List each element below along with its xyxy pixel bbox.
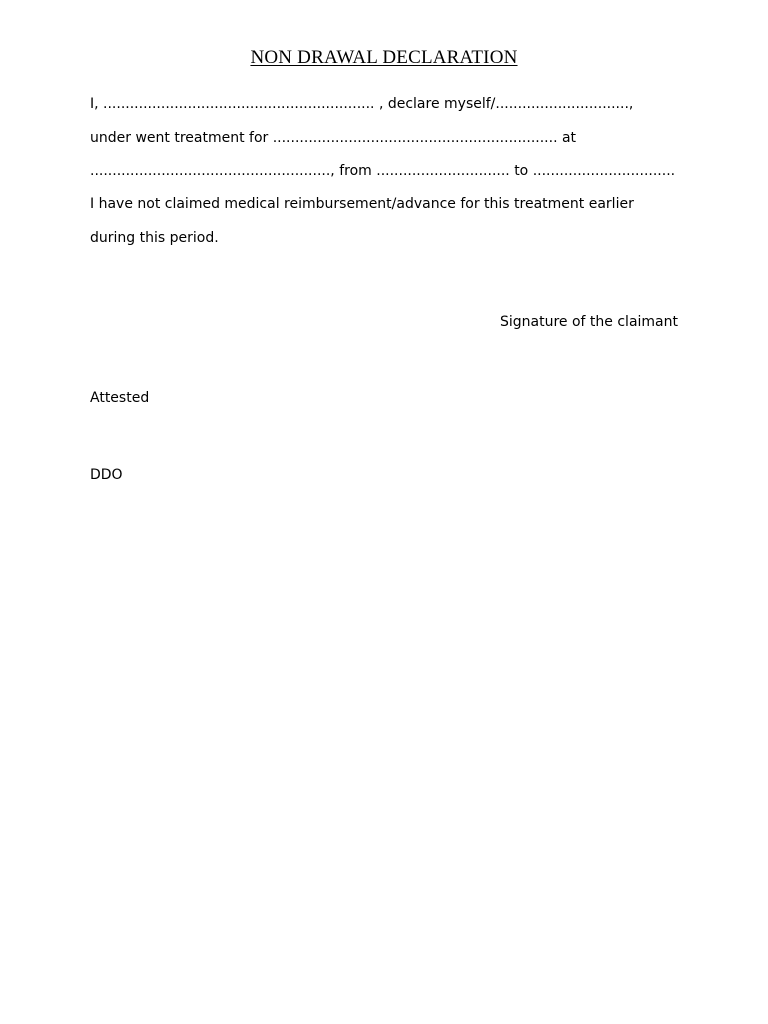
attested-label: Attested (90, 390, 150, 406)
declaration-line-2: under went treatment for ................................................................ at (90, 130, 577, 146)
declaration-line-5: during this period. (90, 230, 219, 246)
declaration-line-3: ......................................................, from .............................. to ................................ (90, 163, 676, 179)
declaration-line-4: I have not claimed medical reimbursement/advance for this treatment earlier (90, 196, 634, 212)
signature-label: Signature of the claimant (500, 314, 678, 330)
ddo-label: DDO (90, 467, 123, 483)
page-title: NON DRAWAL DECLARATION (250, 47, 518, 68)
declaration-line-1: I, ............................................................. , declare myself/.............................., (90, 96, 634, 112)
